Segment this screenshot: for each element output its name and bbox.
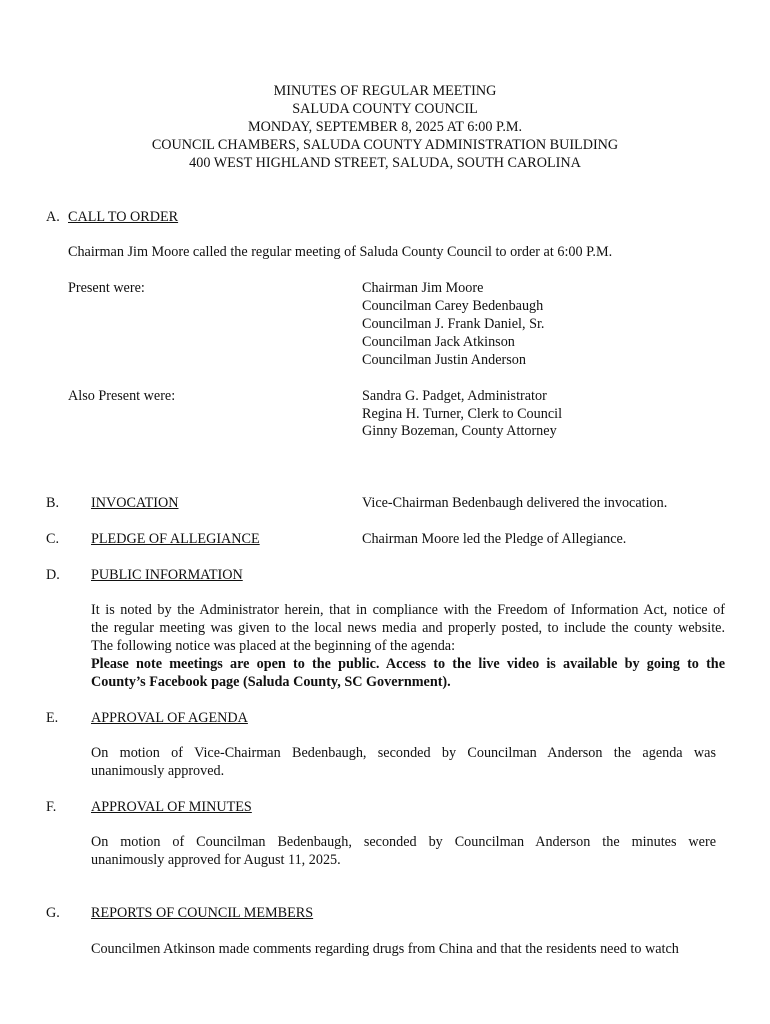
section-c-title: PLEDGE OF ALLEGIANCE [91, 531, 260, 547]
pledge-text: Chairman Moore led the Pledge of Allegiance. [362, 531, 627, 547]
agenda-approval-line: unanimously approved. [91, 763, 225, 779]
public-info-line: the regular meeting was given to the local news media and properly posted, to include the county website. [91, 620, 725, 636]
also-present-member: Ginny Bozeman, County Attorney [362, 423, 557, 439]
also-present-member: Sandra G. Padget, Administrator [362, 388, 547, 404]
present-member: Chairman Jim Moore [362, 280, 484, 296]
section-g-letter: G. [46, 905, 60, 921]
section-g-title: REPORTS OF COUNCIL MEMBERS [91, 905, 314, 921]
header-line-1: MINUTES OF REGULAR MEETING [273, 83, 497, 99]
section-f-title: APPROVAL OF MINUTES [91, 799, 252, 815]
header-line-3: MONDAY, SEPTEMBER 8, 2025 AT 6:00 P.M. [247, 119, 523, 135]
present-member: Councilman Justin Anderson [362, 352, 526, 368]
section-d-title: PUBLIC INFORMATION [91, 567, 243, 583]
header-line-5: 400 WEST HIGHLAND STREET, SALUDA, SOUTH CAROLINA [189, 155, 581, 171]
public-notice-bold: County’s Facebook page (Saluda County, SC Government). [91, 674, 451, 690]
also-present-member: Regina H. Turner, Clerk to Council [362, 406, 563, 422]
section-b-title: INVOCATION [91, 495, 179, 511]
minutes-approval-line: On motion of Councilman Bedenbaugh, seconded by Councilman Anderson the minutes were [91, 834, 716, 850]
agenda-approval-line: On motion of Vice-Chairman Bedenbaugh, seconded by Councilman Anderson the agenda was [91, 745, 716, 761]
present-member: Councilman Jack Atkinson [362, 334, 515, 350]
public-info-line: The following notice was placed at the beginning of the agenda: [91, 638, 456, 654]
section-a-title: CALL TO ORDER [68, 209, 179, 225]
section-b-letter: B. [46, 495, 60, 511]
public-notice-bold: Please note meetings are open to the public. Access to the live video is available by going to the [91, 656, 725, 672]
header-line-4: COUNCIL CHAMBERS, SALUDA COUNTY ADMINISTRATION BUILDING [151, 137, 619, 153]
minutes-approval-line: unanimously approved for August 11, 2025. [91, 852, 341, 868]
council-reports-line: Councilmen Atkinson made comments regarding drugs from China and that the residents need to watch [91, 941, 679, 957]
public-info-line: It is noted by the Administrator herein, that in compliance with the Freedom of Information Act, notice of [91, 602, 725, 618]
section-a-letter: A. [46, 209, 60, 225]
present-member: Councilman Carey Bedenbaugh [362, 298, 544, 314]
present-label: Present were: [68, 280, 145, 296]
section-f-letter: F. [46, 799, 57, 815]
section-e-title: APPROVAL OF AGENDA [91, 710, 248, 726]
section-d-letter: D. [46, 567, 60, 583]
section-e-letter: E. [46, 710, 59, 726]
invocation-text: Vice-Chairman Bedenbaugh delivered the invocation. [362, 495, 668, 511]
section-c-letter: C. [46, 531, 60, 547]
call-to-order-text: Chairman Jim Moore called the regular meeting of Saluda County Council to order at 6:00 P.M. [68, 244, 613, 260]
present-member: Councilman J. Frank Daniel, Sr. [362, 316, 545, 332]
header-line-2: SALUDA COUNTY COUNCIL [292, 101, 478, 117]
also-present-label: Also Present were: [68, 388, 176, 404]
